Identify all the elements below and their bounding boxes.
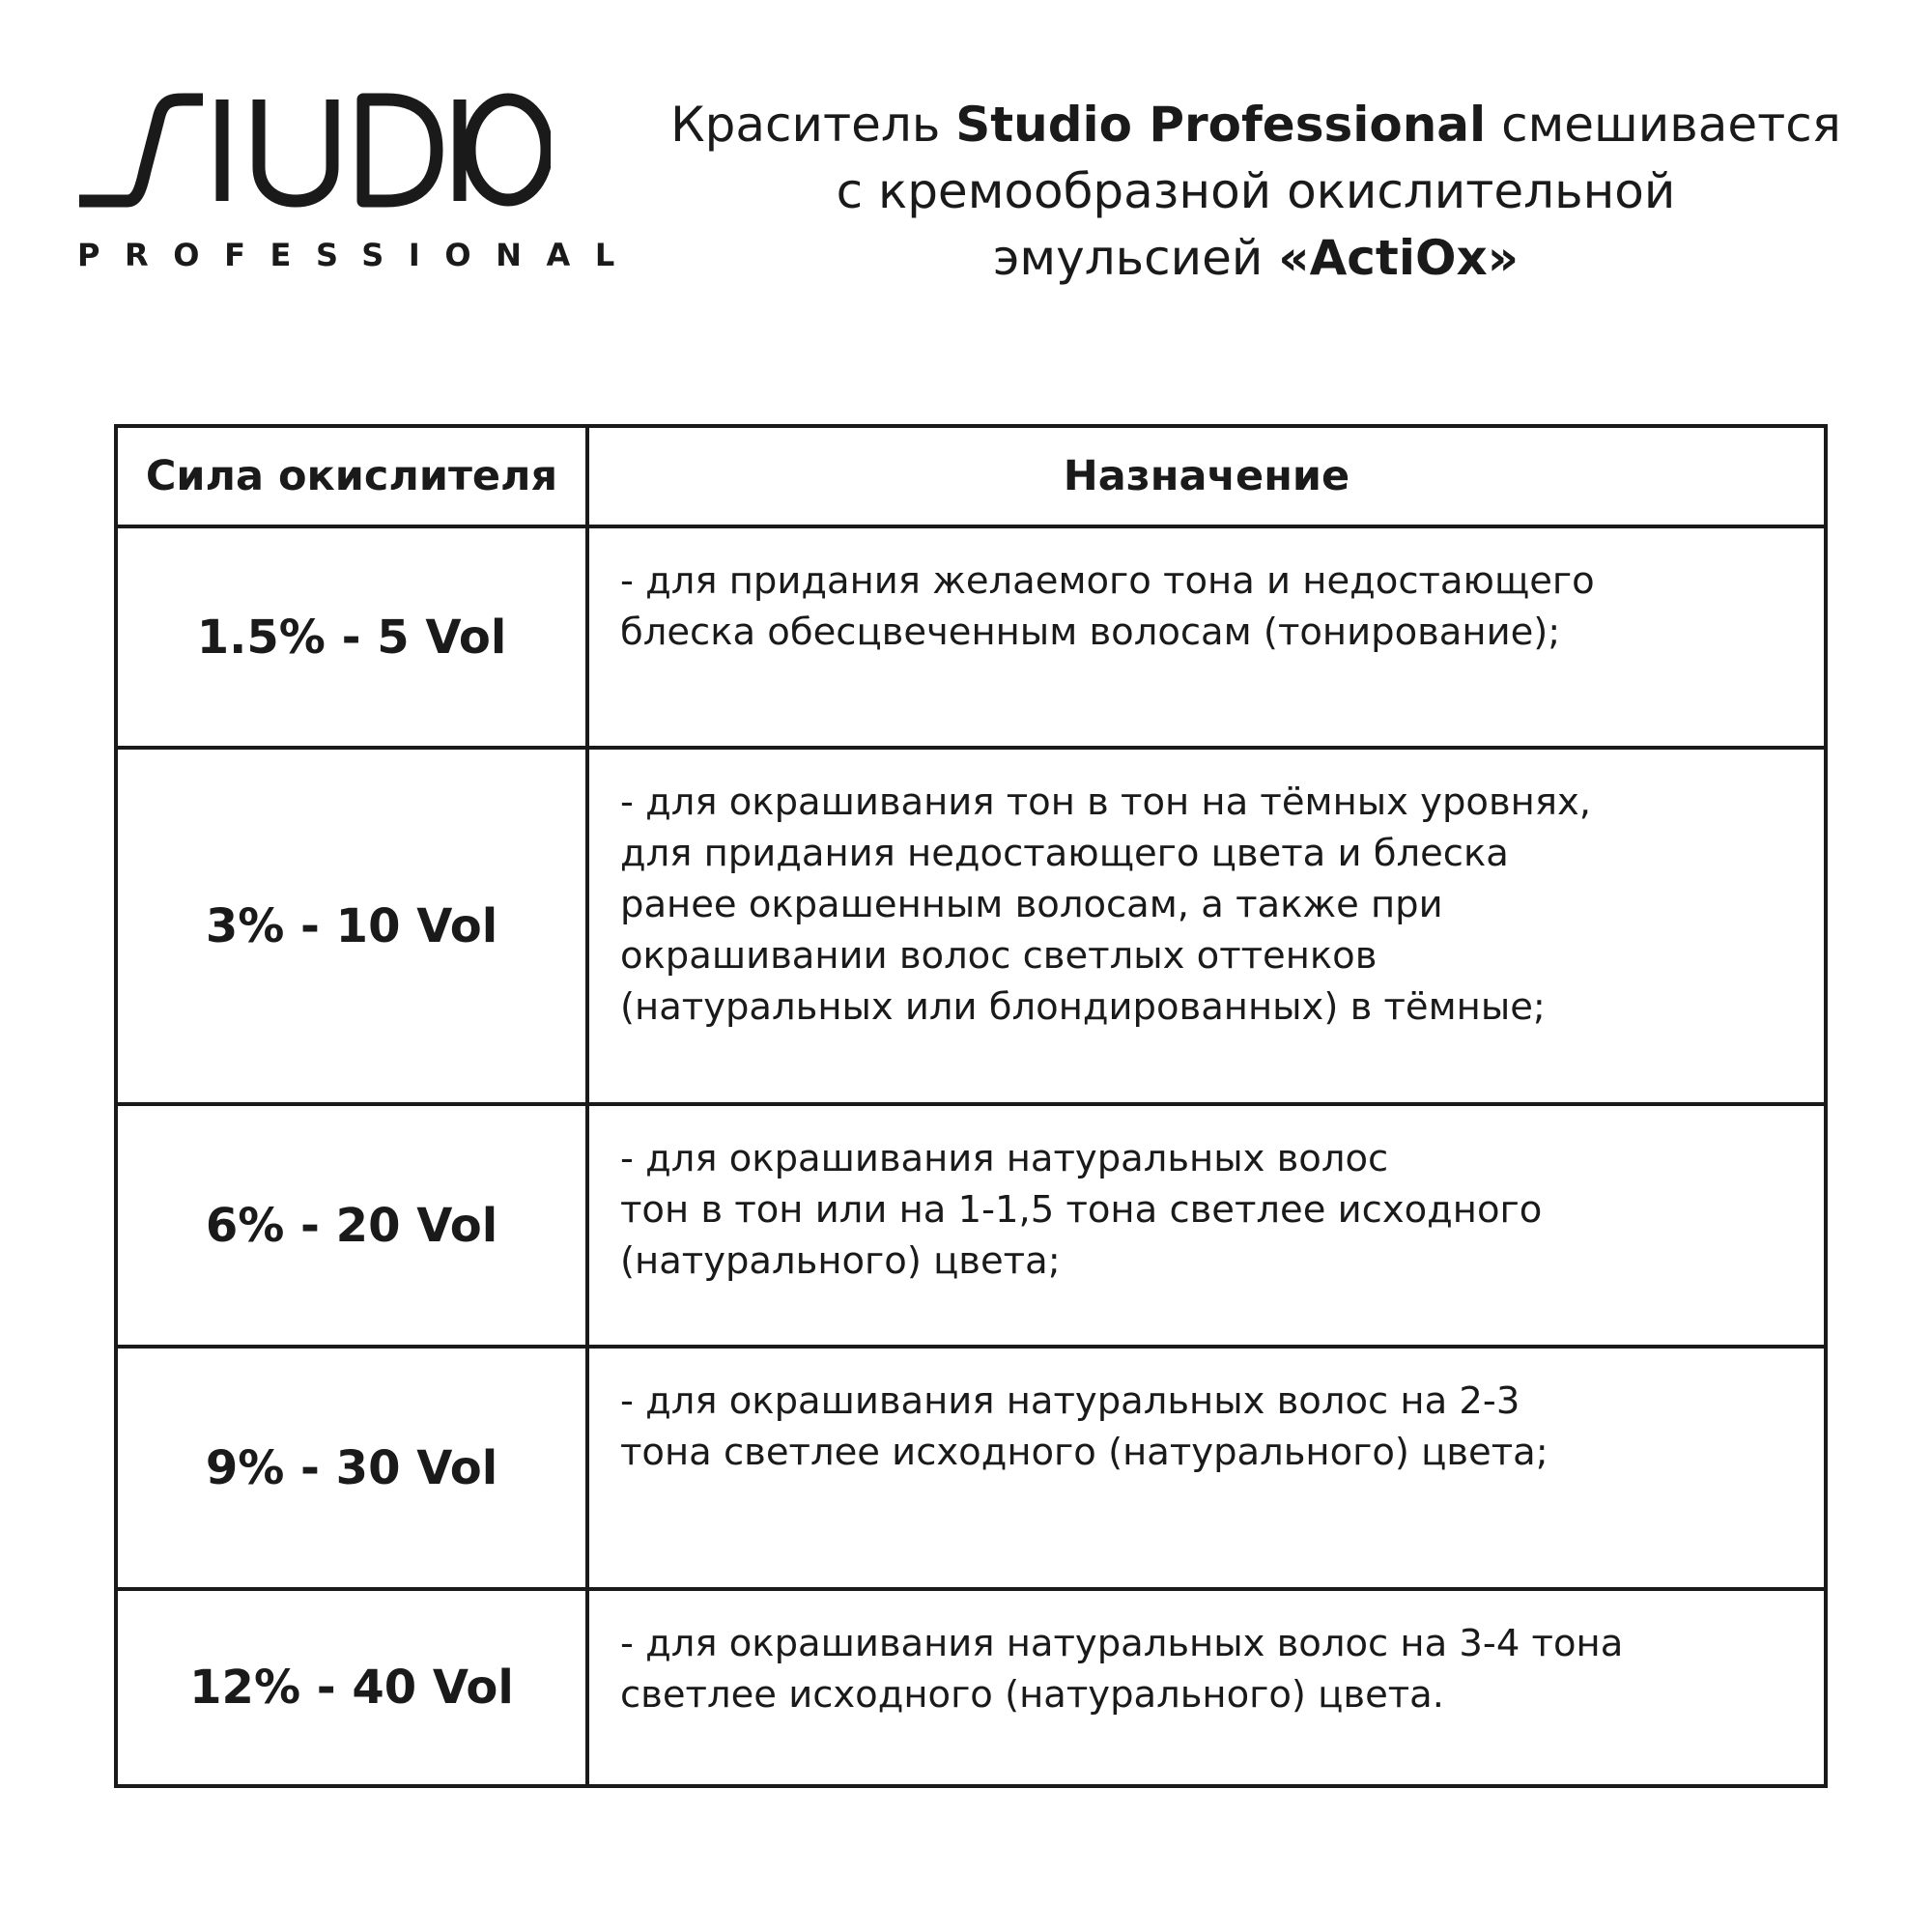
table-row xyxy=(116,1347,1826,1589)
logo-subtitle: PROFESSIONAL xyxy=(77,237,639,273)
purpose-line: (натуральных или блондированных) в тёмные; xyxy=(620,985,1546,1029)
purpose-line: ранее окрашенным волосам, а также при xyxy=(620,883,1443,926)
header-strength: Сила окислителя xyxy=(116,426,587,526)
purpose-line: - для окрашивания натуральных волос xyxy=(620,1137,1389,1180)
purpose-line: для придания недостающего цвета и блеска xyxy=(620,832,1509,875)
headline-line-3 xyxy=(609,225,1903,292)
purpose-line: - для окрашивания тон в тон на тёмных уровнях, xyxy=(620,781,1592,824)
studio-professional-logo xyxy=(77,92,639,275)
purpose-cell xyxy=(587,1589,1826,1786)
strength-cell: 9% - 30 Vol xyxy=(116,1347,587,1589)
purpose-line: - для окрашивания натуральных волос на 3-4 тона xyxy=(620,1622,1624,1665)
strength-cell: 6% - 20 Vol xyxy=(116,1104,587,1347)
purpose-cell xyxy=(587,1347,1826,1589)
headline-line-2: с кремообразной окислительной xyxy=(836,163,1676,219)
table-row xyxy=(116,748,1826,1104)
headline-brand: Studio Professional xyxy=(955,97,1487,153)
table-row xyxy=(116,1589,1826,1786)
headline xyxy=(609,92,1903,292)
purpose-line: тон в тон или на 1-1,5 тона светлее исходного xyxy=(620,1188,1543,1232)
table-header-row xyxy=(116,426,1826,526)
headline-text: смешивается xyxy=(1486,97,1841,153)
strength-cell: 1.5% - 5 Vol xyxy=(116,526,587,748)
strength-cell: 12% - 40 Vol xyxy=(116,1589,587,1786)
table-row xyxy=(116,526,1826,748)
purpose-line: - для окрашивания натуральных волос на 2-3 xyxy=(620,1379,1520,1423)
table-row xyxy=(116,1104,1826,1347)
purpose-line: блеска обесцвеченным волосам (тонирование); xyxy=(620,611,1561,654)
headline-text: Краситель xyxy=(670,97,956,153)
header-purpose: Назначение xyxy=(587,426,1826,526)
headline-product: «ActiOx» xyxy=(1278,230,1520,286)
strength-cell: 3% - 10 Vol xyxy=(116,748,587,1104)
purpose-line: - для придания желаемого тона и недостающего xyxy=(620,559,1595,603)
purpose-cell xyxy=(587,1104,1826,1347)
purpose-line: (натурального) цвета; xyxy=(620,1239,1061,1283)
purpose-line: светлее исходного (натурального) цвета. xyxy=(620,1673,1445,1717)
purpose-cell xyxy=(587,748,1826,1104)
studio-wordmark-icon xyxy=(77,92,551,227)
headline-line-1 xyxy=(609,92,1903,158)
headline-text: эмульсией xyxy=(992,230,1279,286)
purpose-line: тона светлее исходного (натурального) цвета; xyxy=(620,1431,1548,1474)
purpose-cell xyxy=(587,526,1826,748)
oxidizer-table xyxy=(114,424,1828,1788)
purpose-line: окрашивании волос светлых оттенков xyxy=(620,934,1378,978)
